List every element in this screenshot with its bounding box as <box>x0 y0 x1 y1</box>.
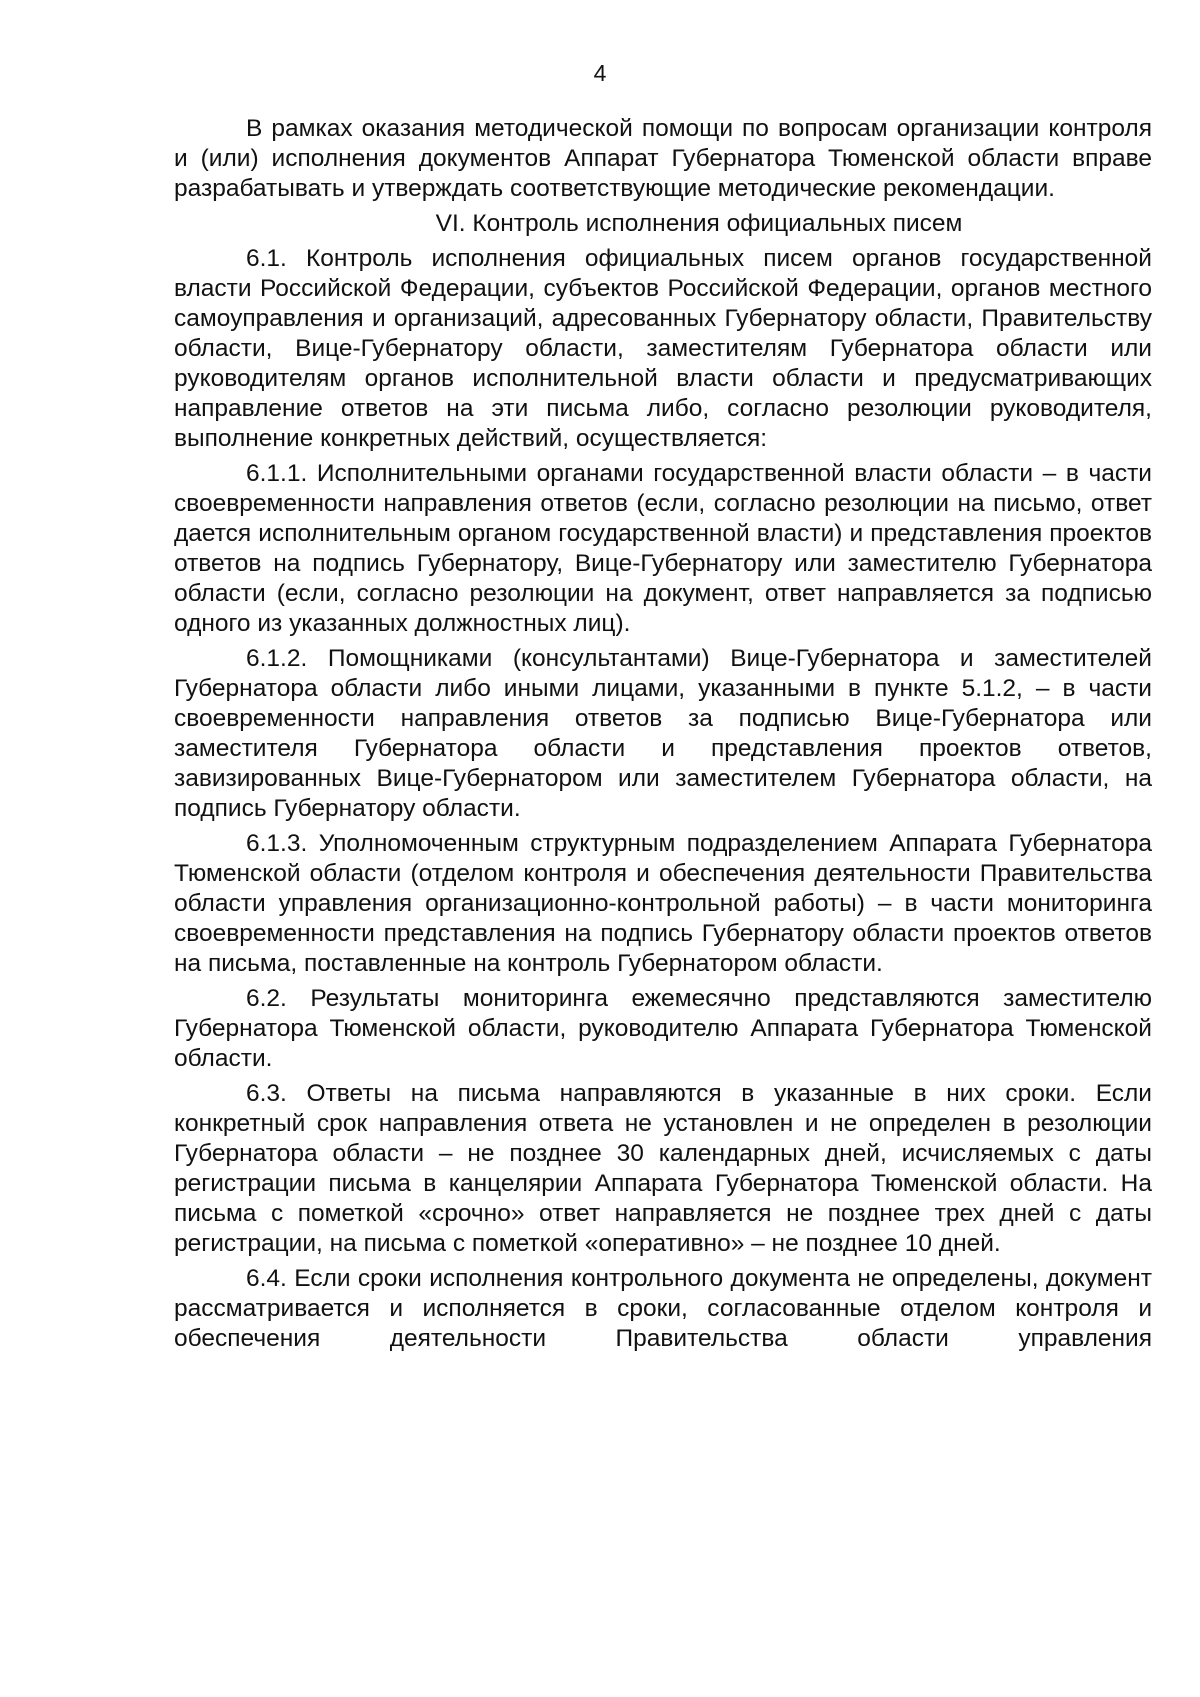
paragraph-methodical-help: В рамках оказания методической помощи по вопросам организации контроля и (или) исполнения документов Аппарат Губернатора Тюменской области вправе разрабатывать и утверждать соответствующие методические рекомендации. <box>174 115 1152 202</box>
paragraph-6-1-1: 6.1.1. Исполнительными органами государственной власти области – в части своевременности направления ответов (если, согласно резолюции на письмо, ответ дается исполнительным органом государственной власти) и представления проектов ответов на подпись Губернатору, Вице-Губернатору или заместителю Губернатора области (если, согласно резолюции на документ, ответ направляется за подписью одного из указанных должностных лиц). <box>174 460 1152 637</box>
paragraph-6-2: 6.2. Результаты мониторинга ежемесячно представляются заместителю Губернатора Тюменской области, руководителю Аппарата Губернатора Тюменской области. <box>174 985 1152 1072</box>
document-body <box>174 114 1152 1359</box>
paragraph-6-1-3: 6.1.3. Уполномоченным структурным подразделением Аппарата Губернатора Тюменской области (отделом контроля и обеспечения деятельности Правительства области управления организационно-контрольной работы) – в части мониторинга своевременности представления на подпись Губернатору области проектов ответов на письма, поставленные на контроль Губернатором области. <box>174 830 1152 977</box>
paragraph-6-3: 6.3. Ответы на письма направляются в указанные в них сроки. Если конкретный срок направления ответа не установлен и не определен в резолюции Губернатора области – не позднее 30 календарных дней, исчисляемых с даты регистрации письма в канцелярии Аппарата Губернатора Тюменской области. На письма с пометкой «срочно» ответ направляется не позднее трех дней с даты регистрации, на письма с пометкой «оперативно» – не позднее 10 дней. <box>174 1080 1152 1257</box>
paragraph-6-1: 6.1. Контроль исполнения официальных писем органов государственной власти Российской Федерации, субъектов Российской Федерации, органов местного самоуправления и организаций, адресованных Губернатору области, Правительству области, Вице-Губернатору области, заместителям Губернатора области или руководителям органов исполнительной власти области и предусматривающих направление ответов на эти письма либо, согласно резолюции руководителя, выполнение конкретных действий, осуществляется: <box>174 245 1152 452</box>
paragraph-6-4: 6.4. Если сроки исполнения контрольного документа не определены, документ рассматривается и исполняется в сроки, согласованные отделом контроля и обеспечения деятельности Правительства области управления <box>174 1265 1152 1352</box>
paragraph-6-1-2: 6.1.2. Помощниками (консультантами) Вице-Губернатора и заместителей Губернатора области либо иными лицами, указанными в пункте 5.1.2, – в части своевременности направления ответов за подписью Вице-Губернатора или заместителя Губернатора области и представления проектов ответов, завизированных Вице-Губернатором или заместителем Губернатора области, на подпись Губернатору области. <box>174 645 1152 822</box>
page-number: 4 <box>593 60 607 86</box>
section-heading: VI. Контроль исполнения официальных писем <box>435 210 963 237</box>
